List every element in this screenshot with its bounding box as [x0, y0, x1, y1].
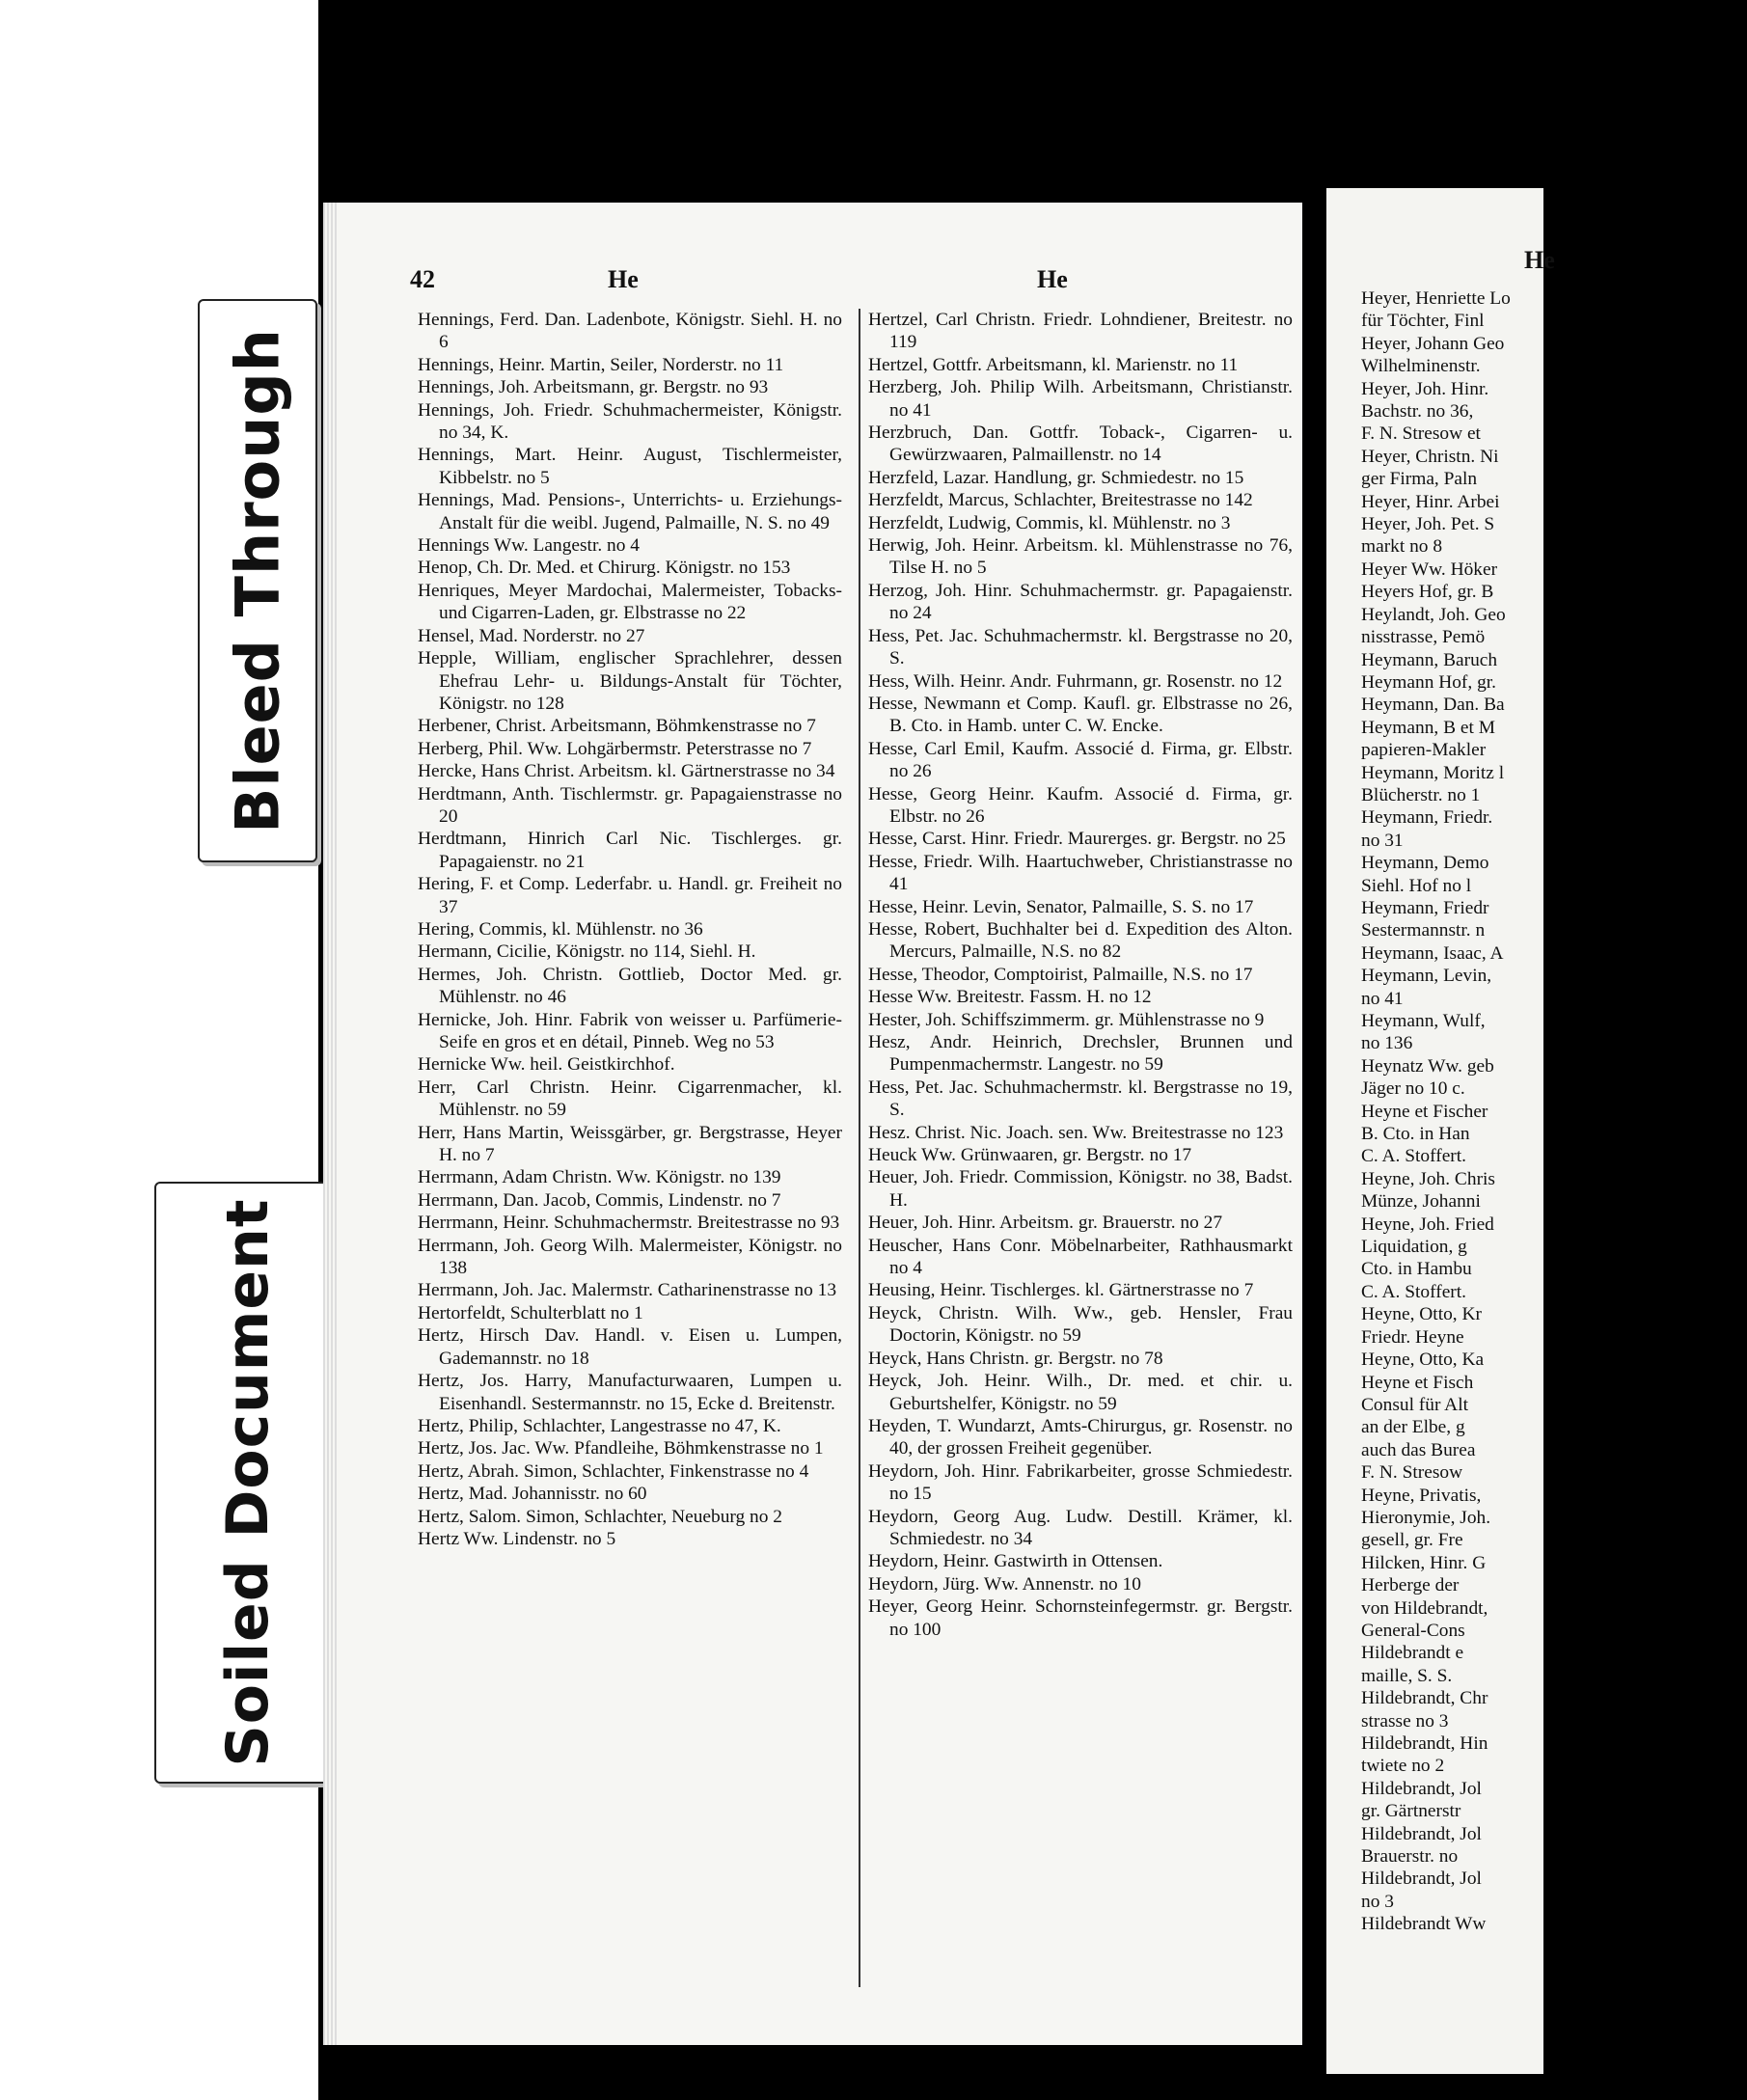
directory-entry: Cto. in Hambu — [1361, 1259, 1472, 1280]
directory-entry: Hensel, Mad. Norderstr. no 27 — [418, 625, 645, 646]
directory-entry: Heydorn, Heinr. Gastwirth in Ottensen. — [868, 1551, 1163, 1572]
directory-entry: Heymann, Friedr — [1361, 897, 1489, 918]
directory-entry: no 31 — [1361, 830, 1404, 851]
page-number: 42 — [410, 265, 435, 293]
directory-entry: Heyne, Privatis, — [1361, 1485, 1482, 1506]
directory-entry: Heymann, B et M — [1361, 717, 1495, 738]
directory-entry: Hesse Ww. Breitestr. Fassm. H. no 12 — [868, 987, 1152, 1008]
directory-entry: Herrmann, Joh. Jac. Malermstr. Catharinenstrasse no 13 — [418, 1280, 837, 1301]
directory-entry: Hermes, Joh. Christn. Gottlieb, Doctor Med. gr. Mühlenstr. no 46 — [418, 964, 842, 1008]
directory-entry: Heydorn, Jürg. Ww. Annenstr. no 10 — [868, 1573, 1141, 1595]
directory-entry: Hilcken, Hinr. G — [1361, 1552, 1487, 1573]
next-page-column — [1361, 287, 1747, 1936]
directory-entry: Herberge der — [1361, 1575, 1460, 1596]
directory-entry: no 41 — [1361, 988, 1404, 1009]
directory-entry: Hertz, Hirsch Dav. Handl. v. Eisen u. Lumpen, Gademannstr. no 18 — [418, 1325, 842, 1369]
directory-entry: Hertz, Jos. Jac. Ww. Pfandleihe, Böhmkenstrasse no 1 — [418, 1438, 824, 1459]
directory-entry: auch das Burea — [1361, 1439, 1476, 1460]
directory-entry: Heymann, Levin, — [1361, 966, 1492, 987]
next-page-header: He — [1524, 246, 1555, 274]
directory-entry: Hertz, Abrah. Simon, Schlachter, Finkenstrasse no 4 — [418, 1460, 809, 1482]
directory-entry: nisstrasse, Pemö — [1361, 627, 1486, 648]
soiled-document-label: Soiled Document — [214, 1198, 282, 1767]
directory-entry: Hennings, Heinr. Martin, Seiler, Norderstr. no 11 — [418, 354, 784, 375]
bleed-through-label: Bleed Through — [222, 328, 293, 833]
directory-entry: Hennings Ww. Langestr. no 4 — [418, 535, 640, 557]
directory-entry: Wilhelminenstr. — [1361, 356, 1481, 377]
directory-entry: Heyer, Henriette Lo — [1361, 288, 1511, 309]
directory-entry: Hesse, Heinr. Levin, Senator, Palmaille, S. S. no 17 — [868, 896, 1254, 917]
directory-entry: Hesse, Newmann et Comp. Kaufl. gr. Elbstrasse no 26, B. Cto. in Hamb. unter C. W. Encke. — [868, 693, 1293, 737]
directory-entry: Hercke, Hans Christ. Arbeitsm. kl. Gärtnerstrasse no 34 — [418, 761, 835, 782]
directory-entry: papieren-Makler — [1361, 740, 1487, 761]
directory-entry: Hennings, Joh. Arbeitsmann, gr. Bergstr. no 93 — [418, 377, 769, 398]
directory-entry: Hildebrandt, Hin — [1361, 1733, 1488, 1754]
directory-entry: C. A. Stoffert. — [1361, 1281, 1466, 1302]
directory-entry: Heuscher, Hans Conr. Möbelnarbeiter, Rathhausmarkt no 4 — [868, 1235, 1293, 1279]
directory-entry: Heyer, Joh. Hinr. — [1361, 378, 1489, 399]
directory-entry: Hess, Pet. Jac. Schuhmachermstr. kl. Bergstrasse no 20, S. — [868, 625, 1293, 669]
directory-entry: Heuer, Joh. Hinr. Arbeitsm. gr. Brauerstr. no 27 — [868, 1213, 1223, 1234]
directory-entry: B. Cto. in Han — [1361, 1124, 1470, 1145]
directory-entry: Hess, Pet. Jac. Schuhmachermstr. kl. Bergstrasse no 19, S. — [868, 1077, 1293, 1121]
directory-entry: Heyer, Christn. Ni — [1361, 446, 1499, 467]
directory-entry: Herwig, Joh. Heinr. Arbeitsm. kl. Mühlenstrasse no 76, Tilse H. no 5 — [868, 535, 1293, 579]
directory-entry: Hertz, Salom. Simon, Schlachter, Neueburg no 2 — [418, 1506, 782, 1527]
directory-entry: Herrmann, Heinr. Schuhmachermstr. Breitestrasse no 93 — [418, 1213, 840, 1234]
next-page — [1326, 188, 1555, 2074]
directory-entry: Hertzel, Carl Christn. Friedr. Lohndiener, Breitestr. no 119 — [868, 310, 1293, 353]
column-divider — [859, 309, 860, 1987]
directory-entry: Liquidation, g — [1361, 1237, 1467, 1258]
directory-entry: Hesz, Andr. Heinrich, Drechsler, Brunnen und Pumpenmachermstr. Langestr. no 59 — [868, 1032, 1293, 1076]
directory-entry: F. N. Stresow et — [1361, 423, 1481, 445]
directory-entry: Heusing, Heinr. Tischlerges. kl. Gärtnerstrasse no 7 — [868, 1280, 1254, 1301]
directory-entry: von Hildebrandt, — [1361, 1597, 1488, 1619]
directory-entry: Hertzel, Gottfr. Arbeitsmann, kl. Marienstr. no 11 — [868, 354, 1239, 375]
directory-entry: Heymann, Moritz l — [1361, 762, 1505, 783]
directory-entry: Hildebrandt e — [1361, 1643, 1464, 1664]
directory-entry: Heyck, Joh. Heinr. Wilh., Dr. med. et chir. u. Geburtshelfer, Königstr. no 59 — [868, 1371, 1293, 1414]
directory-entry: Hennings, Mad. Pensions-, Unterrichts- u. Erziehungs-Anstalt für die weibl. Jugend, Palmaille, N. S. no 49 — [418, 490, 842, 533]
directory-entry: Sestermannstr. n — [1361, 920, 1486, 941]
page-header — [410, 265, 1273, 304]
directory-entry: maille, S. S. — [1361, 1665, 1453, 1686]
directory-entry: an der Elbe, g — [1361, 1417, 1465, 1438]
directory-entry: Herrmann, Joh. Georg Wilh. Malermeister, Königstr. no 138 — [418, 1235, 842, 1279]
header-right: He — [1037, 265, 1068, 293]
directory-entry: Heyne, Otto, Ka — [1361, 1350, 1485, 1371]
directory-entry: Heymann, Dan. Ba — [1361, 695, 1505, 716]
directory-entry: Herrmann, Adam Christn. Ww. Königstr. no 139 — [418, 1167, 781, 1188]
directory-entry: Herzog, Joh. Hinr. Schuhmachermstr. gr. Papagaienstr. no 24 — [868, 580, 1293, 624]
directory-entry: gr. Gärtnerstr — [1361, 1801, 1461, 1822]
directory-entry: gesell, gr. Fre — [1361, 1530, 1463, 1551]
directory-entry: Herberg, Phil. Ww. Lohgärbermstr. Peterstrasse no 7 — [418, 738, 812, 759]
soiled-document-tab — [154, 1182, 341, 1784]
directory-entry: Hesse, Robert, Buchhalter bei d. Expedition des Alton. Mercurs, Palmaille, N.S. no 82 — [868, 918, 1293, 963]
directory-entry: Heylandt, Joh. Geo — [1361, 604, 1506, 625]
directory-entry: Hernicke Ww. heil. Geistkirchhof. — [418, 1054, 675, 1076]
directory-entry: Herzberg, Joh. Philip Wilh. Arbeitsmann, Christianstr. no 41 — [868, 377, 1293, 421]
directory-entry: Heuer, Joh. Friedr. Commission, Königstr. no 38, Badst. H. — [868, 1167, 1293, 1211]
directory-entry: Hildebrandt Ww — [1361, 1914, 1487, 1935]
directory-entry: Heymann, Wulf, — [1361, 1011, 1486, 1031]
directory-entry: Hesz. Christ. Nic. Joach. sen. Ww. Breitestrasse no 123 — [868, 1122, 1284, 1143]
page-edge — [323, 203, 339, 2045]
directory-entry: Herzfeldt, Ludwig, Commis, kl. Mühlenstr. no 3 — [868, 512, 1231, 533]
directory-entry: Jäger no 10 c. — [1361, 1078, 1465, 1100]
directory-entry: Brauerstr. no — [1361, 1846, 1459, 1868]
directory-entry: Heyne et Fischer — [1361, 1101, 1488, 1122]
directory-entry: F. N. Stresow — [1361, 1462, 1463, 1484]
directory-entry: Heyne et Fisch — [1361, 1372, 1474, 1393]
directory-entry: markt no 8 — [1361, 536, 1443, 558]
directory-entry: Heyne, Joh. Chris — [1361, 1168, 1495, 1189]
directory-entry: Heyer, Joh. Pet. S — [1361, 514, 1495, 535]
directory-entry: Heyer Ww. Höker — [1361, 559, 1498, 580]
directory-entry: Hesse, Carst. Hinr. Friedr. Maurerges. gr. Bergstr. no 25 — [868, 829, 1286, 850]
directory-entry: Friedr. Heyne — [1361, 1326, 1464, 1348]
directory-entry: Heymann, Demo — [1361, 853, 1489, 874]
directory-entry: Hildebrandt, Jol — [1361, 1778, 1482, 1799]
directory-entry: Hering, F. et Comp. Lederfabr. u. Handl. gr. Freiheit no 37 — [418, 874, 842, 917]
directory-entry: no 136 — [1361, 1033, 1413, 1054]
directory-entry: Henop, Ch. Dr. Med. et Chirurg. Königstr. no 153 — [418, 558, 791, 579]
directory-entry: Henriques, Meyer Mardochai, Malermeister, Tobacks- und Cigarren-Laden, gr. Elbstrasse no 22 — [418, 580, 842, 624]
directory-entry: Heyer, Hinr. Arbei — [1361, 491, 1500, 512]
directory-entry: Hertz, Jos. Harry, Manufacturwaaren, Lumpen u. Eisenhandl. Sestermannstr. no 15, Ecke d. Breitenstr. — [418, 1371, 842, 1414]
directory-entry: Bachstr. no 36, — [1361, 401, 1474, 423]
directory-entry: Hildebrandt, Jol — [1361, 1868, 1482, 1890]
directory-entry: C. A. Stoffert. — [1361, 1146, 1466, 1167]
directory-entry: Münze, Johanni — [1361, 1191, 1481, 1213]
directory-entry: Herr, Carl Christn. Heinr. Cigarrenmacher, kl. Mühlenstr. no 59 — [418, 1077, 842, 1121]
directory-entry: Heyers Hof, gr. B — [1361, 582, 1494, 603]
directory-entry: Heyer, Johann Geo — [1361, 333, 1505, 354]
directory-entry: Heyne, Otto, Kr — [1361, 1304, 1482, 1325]
right-column — [868, 309, 1293, 1641]
directory-entry: Hildebrandt, Jol — [1361, 1823, 1482, 1844]
directory-entry: Heydorn, Joh. Hinr. Fabrikarbeiter, grosse Schmiedestr. no 15 — [868, 1460, 1293, 1505]
directory-entry: Heyden, T. Wundarzt, Amts-Chirurgus, gr. Rosenstr. no 40, der grossen Freiheit gegenüber. — [868, 1415, 1293, 1459]
directory-entry: Heuck Ww. Grünwaaren, gr. Bergstr. no 17 — [868, 1145, 1192, 1166]
directory-entry: Herdtmann, Anth. Tischlermstr. gr. Papagaienstrasse no 20 — [418, 783, 842, 827]
directory-entry: Blücherstr. no 1 — [1361, 784, 1481, 805]
directory-entry: Hesse, Friedr. Wilh. Haartuchweber, Christianstrasse no 41 — [868, 851, 1293, 895]
directory-entry: General-Cons — [1361, 1620, 1465, 1641]
directory-entry: Hess, Wilh. Heinr. Andr. Fuhrmann, gr. Rosenstr. no 12 — [868, 670, 1283, 692]
directory-entry: Consul für Alt — [1361, 1394, 1468, 1415]
directory-entry: Herr, Hans Martin, Weissgärber, gr. Bergstrasse, Heyer H. no 7 — [418, 1122, 842, 1166]
directory-entry: Hennings, Ferd. Dan. Ladenbote, Königstr. Siehl. H. no 6 — [418, 310, 842, 353]
directory-entry: ger Firma, Paln — [1361, 469, 1478, 490]
directory-entry: Hennings, Mart. Heinr. August, Tischlermeister, Kibbelstr. no 5 — [418, 445, 842, 488]
directory-entry: Siehl. Hof no l — [1361, 875, 1472, 896]
directory-entry: Herdtmann, Hinrich Carl Nic. Tischlerges. gr. Papagaienstr. no 21 — [418, 829, 842, 872]
directory-entry: Heyck, Hans Christn. gr. Bergstr. no 78 — [868, 1348, 1163, 1369]
directory-entry: Heymann, Baruch — [1361, 649, 1498, 670]
directory-entry: Heymann, Friedr. — [1361, 807, 1493, 829]
directory-entry: Herbener, Christ. Arbeitsmann, Böhmkenstrasse no 7 — [418, 716, 816, 737]
directory-entry: Heydorn, Georg Aug. Ludw. Destill. Krämer, kl. Schmiedestr. no 34 — [868, 1506, 1293, 1549]
directory-entry: Heynatz Ww. geb — [1361, 1055, 1494, 1077]
directory-entry: Hertz, Philip, Schlachter, Langestrasse no 47, K. — [418, 1415, 781, 1436]
directory-entry: Hieronymie, Joh. — [1361, 1507, 1491, 1528]
directory-entry: Heyer, Georg Heinr. Schornsteinfegermstr. gr. Bergstr. no 100 — [868, 1596, 1293, 1640]
directory-entry: Hildebrandt, Chr — [1361, 1688, 1488, 1709]
directory-entry: Heyck, Christn. Wilh. Ww., geb. Hensler, Frau Doctorin, Königstr. no 59 — [868, 1302, 1293, 1347]
directory-entry: Hester, Joh. Schiffszimmerm. gr. Mühlenstrasse no 9 — [868, 1009, 1265, 1030]
directory-entry: strasse no 3 — [1361, 1710, 1449, 1732]
directory-entry: Herrmann, Dan. Jacob, Commis, Lindenstr. no 7 — [418, 1189, 781, 1211]
left-column — [418, 309, 842, 1550]
directory-entry: Hermann, Cicilie, Königstr. no 114, Siehl. H. — [418, 941, 756, 963]
directory-entry: Hennings, Joh. Friedr. Schuhmachermeister, Königstr. no 34, K. — [418, 399, 842, 444]
directory-entry: Heyne, Joh. Fried — [1361, 1214, 1494, 1235]
directory-entry: Herzbruch, Dan. Gottfr. Toback-, Cigarren- u. Gewürzwaaren, Palmaillenstr. no 14 — [868, 423, 1293, 466]
directory-entry: Heymann, Isaac, A — [1361, 942, 1504, 964]
directory-entry: Hepple, William, englischer Sprachlehrer, dessen Ehefrau Lehr- u. Bildungs-Anstalt für Töchter, Königstr. no 128 — [418, 648, 842, 714]
header-left: He — [608, 265, 639, 293]
directory-entry: Hernicke, Joh. Hinr. Fabrik von weisser u. Parfümerie-Seife en gros et en détail, Pinneb. Weg no 53 — [418, 1009, 842, 1052]
directory-entry: für Töchter, Finl — [1361, 311, 1485, 332]
directory-page — [323, 203, 1302, 2045]
directory-entry: Hesse, Theodor, Comptoirist, Palmaille, N.S. no 17 — [868, 964, 1253, 985]
directory-entry: Hertz Ww. Lindenstr. no 5 — [418, 1528, 616, 1549]
directory-entry: Herzfeldt, Marcus, Schlachter, Breitestrasse no 142 — [868, 490, 1253, 511]
directory-entry: Heymann Hof, gr. — [1361, 671, 1497, 693]
directory-entry: Hering, Commis, kl. Mühlenstr. no 36 — [418, 918, 703, 940]
directory-entry: Herzfeld, Lazar. Handlung, gr. Schmiedestr. no 15 — [868, 467, 1244, 488]
directory-entry: no 3 — [1361, 1891, 1394, 1912]
directory-entry: twiete no 2 — [1361, 1756, 1445, 1777]
bleed-through-tab — [198, 299, 317, 862]
directory-entry: Hesse, Georg Heinr. Kaufm. Associé d. Firma, gr. Elbstr. no 26 — [868, 783, 1293, 827]
directory-entry: Hertz, Mad. Johannisstr. no 60 — [418, 1484, 647, 1505]
directory-entry: Hesse, Carl Emil, Kaufm. Associé d. Firma, gr. Elbstr. no 26 — [868, 738, 1293, 782]
directory-entry: Hertorfeldt, Schulterblatt no 1 — [418, 1302, 643, 1323]
